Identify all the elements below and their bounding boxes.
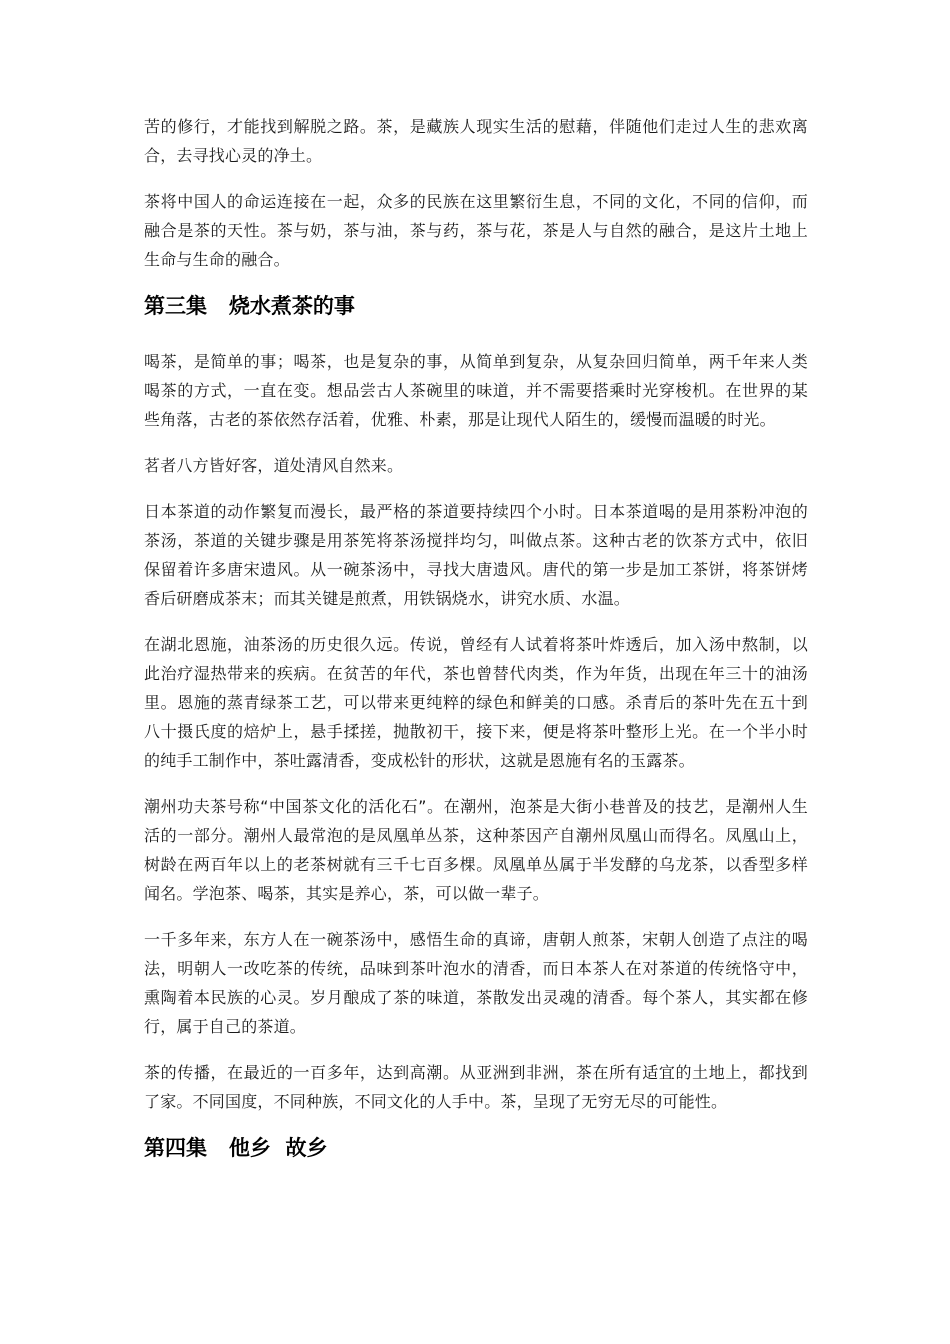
paragraph-tibetan-tea-end: 苦的修行，才能找到解脱之路。茶，是藏族人现实生活的慰藉，伴随他们走过人生的悲欢离合，去寻找心灵的净土。 xyxy=(144,117,808,165)
paragraph-japanese-tea-ceremony: 日本茶道的动作繁复而漫长，最严格的茶道要持续四个小时。日本茶道喝的是用茶粉冲泡的茶汤，茶道的关键步骤是用茶筅将茶汤搅拌均匀，叫做点茶。这种古老的饮茶方式中，依旧保留着许多唐宋遗风。从一碗茶汤中，寻找大唐遗风。唐代的第一步是加工茶饼，将茶饼烤香后研磨成茶末；而其关键是煎煮，用铁锅烧水，讲究水质、水温。 xyxy=(144,502,808,608)
section-heading-episode-4: 第四集 他乡 故乡 xyxy=(144,1136,328,1160)
paragraph-chaozhou-gongfu-tea: 潮州功夫茶号称“中国茶文化的活化石”。在潮州，泡茶是大街小巷普及的技艺，是潮州人生活的一部分。潮州人最常泡的是凤凰单丛茶，这种茶因产自潮州凤凰山而得名。凤凰山上，树龄在两百年以上的老茶树就有三千七百多棵。凤凰单丛属于半发酵的乌龙茶，以香型多样闻名。学泡茶、喝茶，其实是养心，茶，可以做一辈子。 xyxy=(144,797,808,903)
paragraph-tea-spread: 茶的传播，在最近的一百多年，达到高潮。从亚洲到非洲，茶在所有适宜的土地上，都找到了家。不同国度，不同种族，不同文化的人手中。茶，呈现了无穷无尽的可能性。 xyxy=(144,1063,808,1111)
section-heading-episode-3: 第三集 烧水煮茶的事 xyxy=(144,294,355,318)
paragraph-enshi-oil-tea: 在湖北恩施，油茶汤的历史很久远。传说，曾经有人试着将茶叶炸透后，加入汤中熬制，以此治疗湿热带来的疾病。在贫苦的年代，茶也曾替代肉类，作为年货，出现在年三十的油汤里。恩施的蒸青绿茶工艺，可以带来更纯粹的绿色和鲜美的口感。杀青后的茶叶先在五十到八十摄氏度的焙炉上，悬手揉搓，抛散初干，接下来，便是将茶叶整形上光。在一个半小时的纯手工制作中，茶吐露清香，变成松针的形状，这就是恩施有名的玉露茶。 xyxy=(144,635,808,770)
paragraph-tea-saying: 茗者八方皆好客，道处清风自然来。 xyxy=(144,456,404,475)
paragraph-eastern-tea-history: 一千多年来，东方人在一碗茶汤中，感悟生命的真谛，唐朝人煎茶，宋朝人创造了点注的喝法，明朝人一改吃茶的传统，品味到茶叶泡水的清香，而日本茶人在对茶道的传统恪守中，熏陶着本民族的心灵。岁月酿成了茶的味道，茶散发出灵魂的清香。每个茶人，其实都在修行，属于自己的茶道。 xyxy=(144,930,808,1036)
paragraph-tea-fusion: 茶将中国人的命运连接在一起，众多的民族在这里繁衍生息，不同的文化，不同的信仰，而融合是茶的天性。茶与奶，茶与油，茶与药，茶与花，茶是人与自然的融合，是这片土地上生命与生命的融合。 xyxy=(144,192,808,269)
paragraph-drinking-tea: 喝茶，是简单的事；喝茶，也是复杂的事，从简单到复杂，从复杂回归简单，两千年来人类喝茶的方式，一直在变。想品尝古人茶碗里的味道，并不需要搭乘时光穿梭机。在世界的某些角落，古老的茶依然存活着，优雅、朴素，那是让现代人陌生的，缓慢而温暖的时光。 xyxy=(144,352,808,429)
document-page xyxy=(144,112,808,1189)
